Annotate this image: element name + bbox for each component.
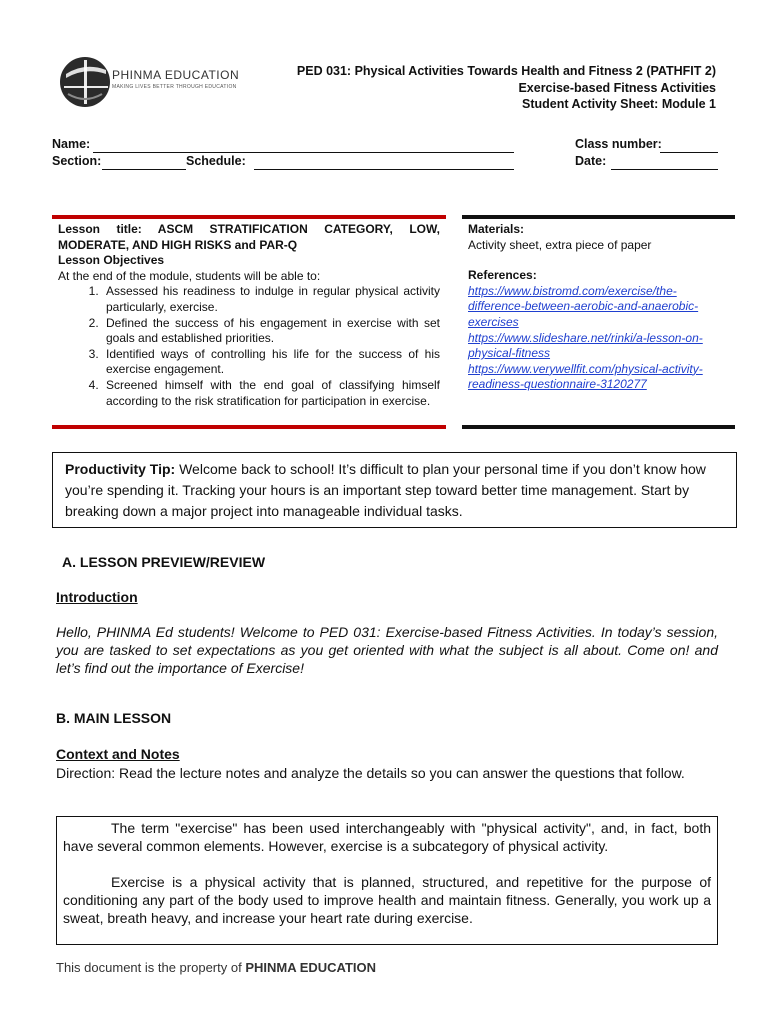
materials-text: Activity sheet, extra piece of paper <box>468 237 652 252</box>
objectives-heading: Lesson Objectives <box>58 253 165 268</box>
context-heading: Context and Notes <box>56 746 180 762</box>
introduction-heading: Introduction <box>56 589 138 605</box>
objective-item: 2. Defined the success of his engagement in exercise with set goals and established priorities. <box>102 316 440 347</box>
objective-item: 4. Screened himself with the end goal of classifying himself according to the risk stratification for participation in exercise. <box>102 378 440 409</box>
section-a-heading: A. LESSON PREVIEW/REVIEW <box>62 554 266 570</box>
footer-prefix: This document is the property of <box>56 960 246 975</box>
materials-box <box>462 215 735 429</box>
course-header <box>297 63 716 113</box>
schedule-field[interactable] <box>254 155 514 170</box>
logo-name: PHINMA EDUCATION <box>112 68 240 82</box>
materials-bottom-bar <box>462 425 735 429</box>
references-list <box>468 284 729 393</box>
notes-paragraph: Exercise is a physical activity that is planned, structured, and repetitive for the purpose of conditioning any part of the body used to improve health and maintain fitness. Generally, you work up a sweat, breath heavy, and increase your heart rate during exercise. <box>63 874 711 926</box>
class-number-field[interactable] <box>660 138 718 153</box>
objective-item: 3. Identified ways of controlling his life for the success of his exercise engagement. <box>102 347 440 378</box>
footer <box>56 960 376 975</box>
objectives-intro: At the end of the module, students will be able to: <box>58 268 321 283</box>
introduction-text: Hello, PHINMA Ed students! Welcome to PED 031: Exercise-based Fitness Activities. In today’s session, you are tasked to set expectations as you get oriented with what the subject is all about. Come on! and let’s find out the importance of Exercise! <box>56 624 718 676</box>
materials-heading: Materials: <box>468 222 525 236</box>
lesson-box <box>52 215 446 429</box>
course-subtitle: Exercise-based Fitness Activities <box>518 80 716 95</box>
schedule-label: Schedule: <box>186 154 246 168</box>
lecture-notes-box <box>56 816 718 945</box>
objective-item: 1. Assessed his readiness to indulge in regular physical activity particularly, exercise. <box>102 284 440 315</box>
direction-text: Direction: Read the lecture notes and analyze the details so you can answer the questions that follow. <box>56 765 685 781</box>
lesson-title: Lesson title: ASCM STRATIFICATION CATEGORY, LOW, MODERATE, AND HIGH RISKS and PAR-Q <box>58 222 440 252</box>
phinma-logo-icon <box>58 54 114 110</box>
logo-tagline: MAKING LIVES BETTER THROUGH EDUCATION <box>112 84 237 90</box>
course-title: PED 031: Physical Activities Towards Health and Fitness 2 (PATHFIT 2) <box>296 64 716 78</box>
tip-text: Welcome back to school! It’s difficult to plan your personal time if you don’t know how you’re spending it. Tracking your hours is an important step toward better time management. Start by breaking down a major project into manageable individual tasks. <box>65 461 706 519</box>
date-field[interactable] <box>611 155 718 170</box>
class-number-label: Class number: <box>575 137 662 151</box>
phinma-logo <box>58 54 238 110</box>
tip-label: Productivity Tip: <box>65 461 176 477</box>
name-label: Name: <box>52 137 91 151</box>
section-b-heading: B. MAIN LESSON <box>56 710 172 726</box>
sheet-title: Student Activity Sheet: Module 1 <box>521 97 716 111</box>
section-label: Section: <box>52 154 102 168</box>
footer-owner: PHINMA EDUCATION <box>245 960 377 975</box>
reference-link[interactable]: https://www.bistromd.com/exercise/the-difference-between-aerobic-and-anaerobic-exercises <box>468 283 699 329</box>
date-label: Date: <box>575 154 607 168</box>
productivity-tip-box <box>52 452 737 528</box>
references-heading: References: <box>468 268 537 283</box>
name-field[interactable] <box>93 138 514 153</box>
notes-paragraph: The term "exercise" has been used interchangeably with "physical activity", and, in fact, both have several common elements. However, exercise is a subcategory of physical activity. <box>63 820 711 854</box>
section-field[interactable] <box>102 155 186 170</box>
reference-link[interactable]: https://www.verywellfit.com/physical-activity-readiness-questionnaire-3120277 <box>468 361 703 392</box>
lesson-bottom-bar <box>52 425 446 429</box>
reference-link[interactable]: https://www.slideshare.net/rinki/a-lesson-on-physical-fitness <box>468 330 703 361</box>
objectives-list <box>58 284 440 409</box>
